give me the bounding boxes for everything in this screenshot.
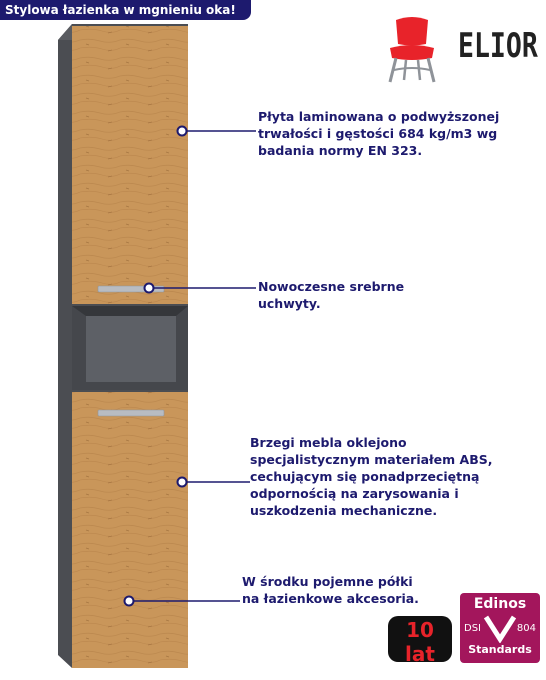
annotation-laminate	[258, 108, 499, 159]
niche-shade	[72, 306, 188, 316]
upper-door	[72, 26, 188, 304]
marker-dot-4	[125, 597, 134, 606]
edinos-subtitle: Standards	[468, 643, 532, 656]
warranty-years: 10 lat	[405, 618, 435, 666]
annotation-handles	[258, 278, 404, 312]
annotation-line: odpornością na zarysowania i	[250, 486, 459, 501]
cabinet-side-panel	[58, 24, 72, 668]
annotation-line: W środku pojemne półki	[242, 574, 413, 589]
annotation-line: na łazienkowe akcesoria.	[242, 591, 419, 606]
edinos-title: Edinos	[473, 596, 527, 612]
edinos-dsi: DSI	[464, 623, 481, 634]
annotation-line: uszkodzenia mechaniczne.	[250, 503, 438, 518]
annotation-line: Brzegi mebla oklejono	[250, 435, 407, 450]
warranty-badge	[388, 616, 452, 679]
warranty-label: Gwarancji	[389, 666, 451, 679]
annotation-line: Płyta laminowana o podwyższonej	[258, 109, 500, 124]
marker-dot-1	[178, 127, 187, 136]
brand-name: ELIOR	[458, 26, 538, 66]
annotation-line: badania normy EN 323.	[258, 143, 423, 158]
annotation-line: cechującym się ponadprzeciętną	[250, 469, 480, 484]
marker-dot-2	[145, 284, 154, 293]
annotation-edges	[250, 434, 492, 519]
banner-title: Stylowa łazienka w mgnieniu oka!	[5, 3, 236, 17]
edinos-number: 804	[516, 623, 536, 634]
lower-handle	[98, 410, 164, 416]
annotation-line: trwałości i gęstości 684 kg/m3 wg	[258, 126, 498, 141]
edinos-badge	[460, 593, 540, 663]
annotation-shelves	[242, 573, 419, 607]
marker-dot-3	[178, 478, 187, 487]
annotation-line: Nowoczesne srebrne	[258, 279, 405, 294]
annotation-line: specjalistycznym materiałem ABS,	[250, 452, 493, 467]
lower-door	[72, 392, 188, 668]
annotation-line: uchwyty.	[258, 296, 321, 311]
niche-back	[86, 316, 176, 382]
